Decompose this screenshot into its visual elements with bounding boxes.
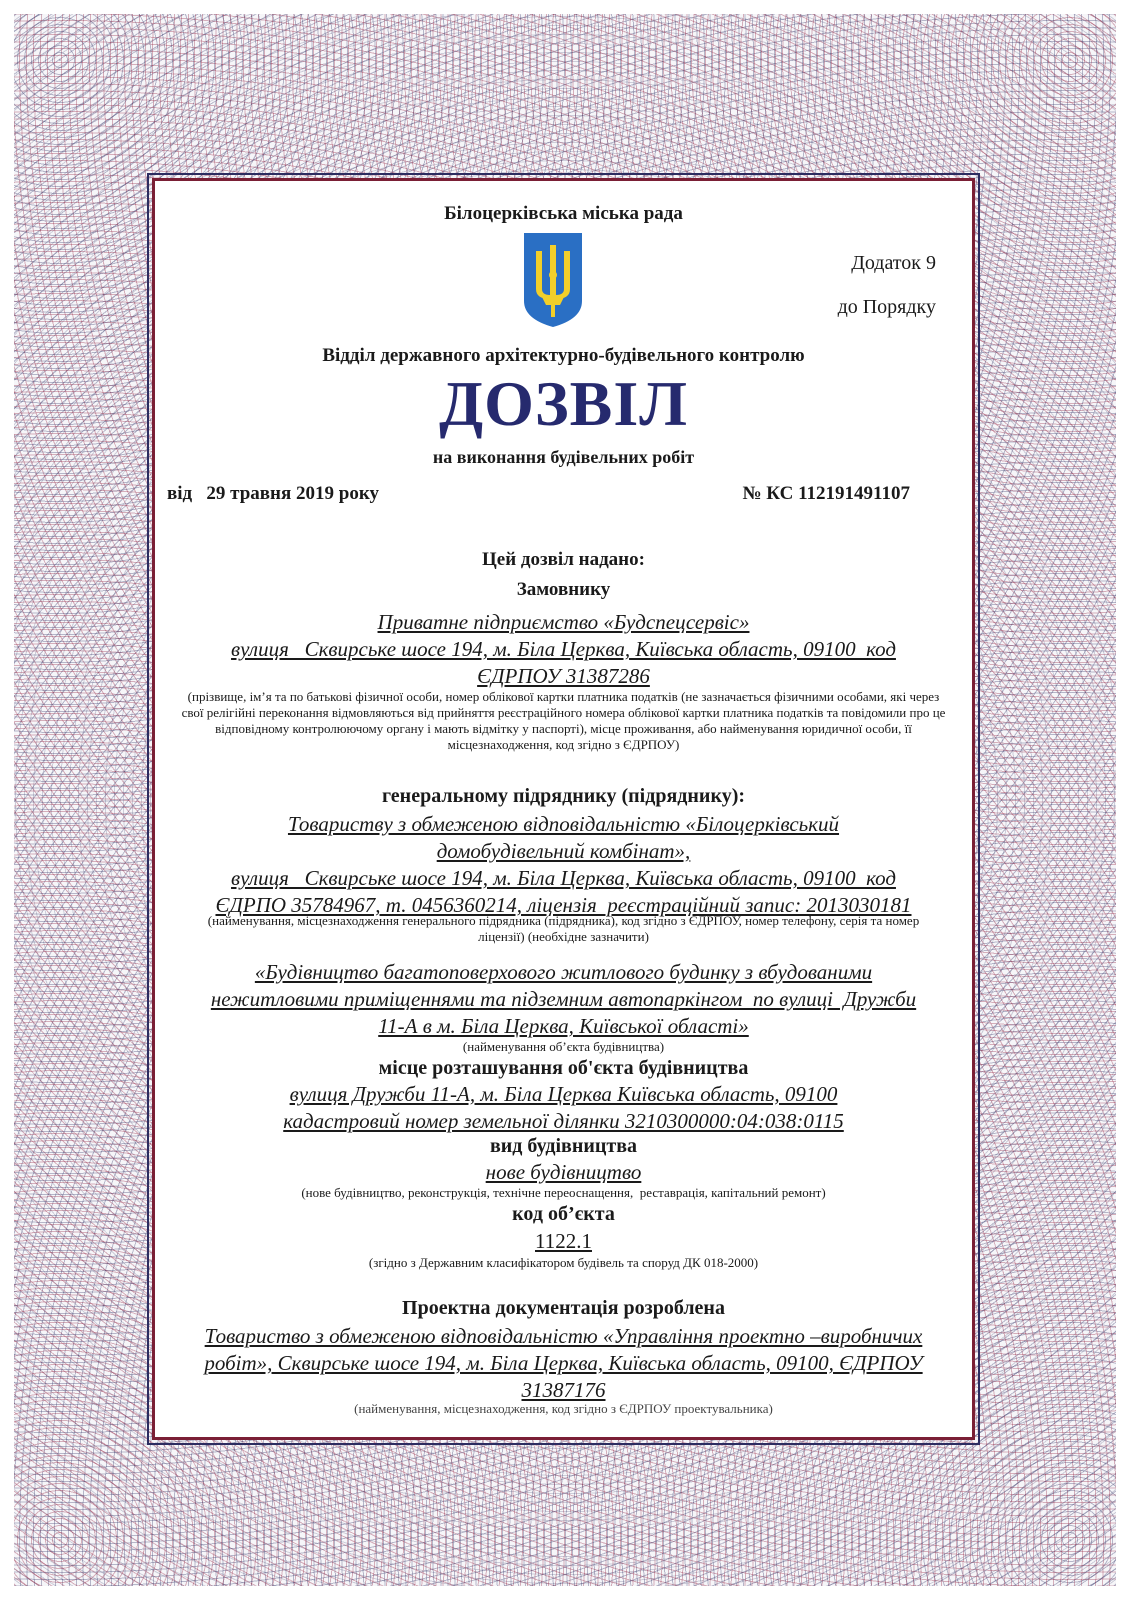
project-line-1: Товариство з обмеженою відповідальністю «Управління проектно –виробничих: [204, 1324, 923, 1348]
customer-name: Приватне підприємство «Будспецсервіс»: [377, 610, 750, 634]
object-note: (найменування об’єкта будівництва): [462, 1039, 665, 1054]
object-line-2: нежитловими приміщеннями та підземним автопаркінгом по вулиці Дружби: [210, 987, 917, 1011]
contractor-line-2: домобудівельний комбінат»,: [436, 839, 691, 863]
contractor-line-3: вулиця Сквирське шосе 194, м. Біла Церква, Київська область, 09100 код: [231, 866, 896, 890]
annex-note: [838, 241, 936, 329]
customer-address: вулиця Сквирське шосе 194, м. Біла Церква, Київська область, 09100 код: [231, 637, 896, 661]
contractor-line-4: ЄДРПО 35784967, т. 0456360214, ліцензія реєстраційний запис: 2013030181: [215, 893, 912, 917]
issue-date: від 29 травня 2019 року: [167, 483, 380, 504]
project-block: [155, 1323, 972, 1404]
annex-line-1: Додаток 9: [851, 252, 936, 274]
location-line-1: вулиця Дружби 11-А, м. Біла Церква Київська область, 09100: [289, 1082, 838, 1106]
department-name: Відділ державного архітектурно-будівельного контролю: [322, 345, 805, 366]
permit-number: № КС 112191491107: [742, 483, 910, 504]
kind-heading: вид будівництва: [489, 1135, 638, 1157]
document-subtitle: на виконання будівельних робіт: [432, 447, 695, 467]
customer-heading: Замовнику: [516, 579, 611, 600]
customer-block: [155, 609, 972, 690]
council-name: Білоцерківська міська рада: [444, 203, 683, 224]
kind-value: нове будівництво: [485, 1160, 642, 1184]
kind-note: (нове будівництво, реконструкція, технічне переоснащення, реставрація, капітальний ремонт): [301, 1185, 826, 1200]
annex-line-2: до Порядку: [837, 296, 936, 318]
contractor-block: [155, 811, 972, 919]
granted-heading: Цей дозвіл надано:: [482, 549, 645, 570]
contractor-note: (найменування, місцезнаходження генерального підрядника (підрядника), код згідно з ЄДРПОУ, номер телефону, серія та номер ліцензії) (необхідне зазначити): [207, 913, 920, 944]
contractor-line-1: Товариству з обмеженою відповідальністю «Білоцерківський: [287, 812, 840, 836]
location-line-2: кадастровий номер земельної ділянки 3210300000:04:038:0115: [283, 1109, 844, 1133]
document-title: ДОЗВІЛ: [439, 368, 688, 439]
project-line-3: 31387176: [521, 1378, 606, 1402]
code-value: 1122.1: [535, 1229, 592, 1253]
certificate-panel: [152, 178, 975, 1440]
object-line-3: 11-А в м. Біла Церква, Київської області»: [378, 1014, 749, 1038]
project-line-2: робіт», Сквирське шосе 194, м. Біла Церква, Київська область, 09100, ЄДРПОУ: [204, 1351, 923, 1375]
trident-coat-of-arms-icon: [522, 231, 584, 329]
object-line-1: «Будівництво багатоповерхового житлового будинку з вбудованими: [254, 960, 873, 984]
code-heading: код об’єкта: [512, 1203, 615, 1225]
project-note: (найменування, місцезнаходження, код згідно з ЄДРПОУ проектувальника): [354, 1401, 773, 1416]
customer-code: ЄДРПОУ 31387286: [477, 664, 650, 688]
contractor-heading: генеральному підряднику (підряднику):: [381, 785, 746, 807]
object-block: [155, 959, 972, 1040]
location-heading: місце розташування об'єкта будівництва: [378, 1057, 749, 1079]
code-note: (згідно з Державним класифікатором будівель та споруд ДК 018-2000): [368, 1255, 759, 1270]
location-block: [155, 1081, 972, 1135]
date-number-line: [167, 483, 910, 505]
customer-note: (прізвище, ім’я та по батькові фізичної особи, номер облікової картки платника податків (не зазначається фізичними особами, які через свої релігійні переконання відмовляються від прийняття реєстраційного номера облікової картки платника податків та повідомили про це відповідному контролюючому органу і мають відмітку у паспорті), місце проживання, або найменування юридичної особи, її місцезнаходження, код згідно з ЄДРПОУ): [181, 689, 946, 752]
project-heading: Проектна документація розроблена: [402, 1297, 725, 1319]
